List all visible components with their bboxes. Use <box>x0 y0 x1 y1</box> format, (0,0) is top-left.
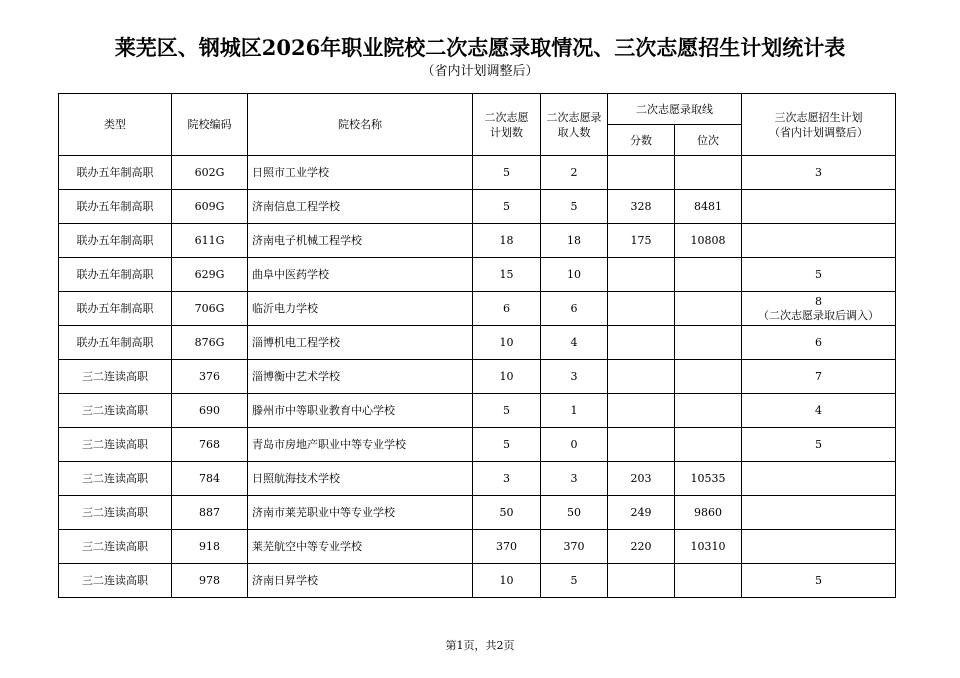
cell-type: 联办五年制高职 <box>59 224 172 258</box>
cell-plan3 <box>742 530 896 564</box>
cell-rank <box>675 292 742 326</box>
cell-admitted2: 5 <box>541 564 608 598</box>
cell-name: 滕州市中等职业教育中心学校 <box>248 394 473 428</box>
cell-plan2: 6 <box>473 292 541 326</box>
cell-score: 249 <box>608 496 675 530</box>
cell-plan3: 5 <box>742 428 896 462</box>
cell-name: 曲阜中医药学校 <box>248 258 473 292</box>
cell-type: 三二连读高职 <box>59 360 172 394</box>
cell-code: 887 <box>172 496 248 530</box>
cell-rank: 10310 <box>675 530 742 564</box>
cell-rank <box>675 326 742 360</box>
cell-code: 609G <box>172 190 248 224</box>
cell-plan2: 50 <box>473 496 541 530</box>
admission-table <box>58 93 896 598</box>
table-row <box>59 394 896 428</box>
cell-score <box>608 156 675 190</box>
header-line2: 二次志愿录取线 <box>608 94 742 125</box>
table-row <box>59 224 896 258</box>
cell-plan3-value: 8 <box>815 294 822 308</box>
table-body <box>59 156 896 598</box>
cell-plan3 <box>742 224 896 258</box>
cell-code: 918 <box>172 530 248 564</box>
cell-plan3: 4 <box>742 394 896 428</box>
cell-admitted2: 6 <box>541 292 608 326</box>
cell-type: 联办五年制高职 <box>59 190 172 224</box>
cell-plan2: 15 <box>473 258 541 292</box>
cell-plan2: 370 <box>473 530 541 564</box>
cell-code: 376 <box>172 360 248 394</box>
cell-plan2: 5 <box>473 190 541 224</box>
header-admitted2: 二次志愿录取人数 <box>541 94 608 156</box>
cell-rank <box>675 428 742 462</box>
cell-rank <box>675 156 742 190</box>
cell-score <box>608 428 675 462</box>
cell-score <box>608 258 675 292</box>
cell-type: 三二连读高职 <box>59 564 172 598</box>
cell-plan3: 7 <box>742 360 896 394</box>
cell-code: 768 <box>172 428 248 462</box>
cell-rank <box>675 564 742 598</box>
cell-plan2: 3 <box>473 462 541 496</box>
cell-plan2: 18 <box>473 224 541 258</box>
page-footer: 第1页，共2页 <box>445 639 515 652</box>
cell-plan3 <box>742 496 896 530</box>
cell-name: 日照市工业学校 <box>248 156 473 190</box>
cell-plan3: 3 <box>742 156 896 190</box>
cell-name: 济南市莱芜职业中等专业学校 <box>248 496 473 530</box>
cell-plan2: 10 <box>473 326 541 360</box>
cell-type: 联办五年制高职 <box>59 326 172 360</box>
cell-plan3: 5 <box>742 564 896 598</box>
cell-name: 莱芜航空中等专业学校 <box>248 530 473 564</box>
cell-type: 三二连读高职 <box>59 462 172 496</box>
page-title: 莱芜区、钢城区2026年职业院校二次志愿录取情况、三次志愿招生计划统计表 <box>114 35 846 60</box>
table-row <box>59 428 896 462</box>
cell-score <box>608 360 675 394</box>
table-row <box>59 156 896 190</box>
cell-type: 联办五年制高职 <box>59 156 172 190</box>
cell-name: 济南电子机械工程学校 <box>248 224 473 258</box>
cell-name: 济南日昇学校 <box>248 564 473 598</box>
cell-code: 611G <box>172 224 248 258</box>
table-row <box>59 326 896 360</box>
cell-admitted2: 1 <box>541 394 608 428</box>
cell-rank: 8481 <box>675 190 742 224</box>
cell-code: 602G <box>172 156 248 190</box>
header-type: 类型 <box>59 94 172 156</box>
header-plan3-line2: （省内计划调整后） <box>769 125 868 139</box>
cell-name: 济南信息工程学校 <box>248 190 473 224</box>
cell-plan2: 10 <box>473 360 541 394</box>
cell-plan3-note: （二次志愿录取后调入） <box>758 308 879 322</box>
header-plan3-line1: 三次志愿招生计划 <box>774 110 863 124</box>
cell-code: 784 <box>172 462 248 496</box>
cell-admitted2: 18 <box>541 224 608 258</box>
cell-code: 706G <box>172 292 248 326</box>
cell-rank: 9860 <box>675 496 742 530</box>
cell-score <box>608 564 675 598</box>
cell-admitted2: 3 <box>541 462 608 496</box>
cell-rank <box>675 258 742 292</box>
cell-plan3: 5 <box>742 258 896 292</box>
cell-score <box>608 394 675 428</box>
cell-score: 328 <box>608 190 675 224</box>
cell-plan2: 10 <box>473 564 541 598</box>
table-row <box>59 564 896 598</box>
table-row <box>59 190 896 224</box>
cell-type: 三二连读高职 <box>59 428 172 462</box>
cell-code: 629G <box>172 258 248 292</box>
header-score: 分数 <box>608 125 675 156</box>
cell-score: 175 <box>608 224 675 258</box>
cell-code: 978 <box>172 564 248 598</box>
table-row <box>59 292 896 326</box>
table-row <box>59 496 896 530</box>
cell-admitted2: 4 <box>541 326 608 360</box>
cell-score: 203 <box>608 462 675 496</box>
cell-rank: 10535 <box>675 462 742 496</box>
cell-admitted2: 0 <box>541 428 608 462</box>
cell-admitted2: 370 <box>541 530 608 564</box>
table-row <box>59 258 896 292</box>
cell-admitted2: 2 <box>541 156 608 190</box>
header-code: 院校编码 <box>172 94 248 156</box>
cell-admitted2: 3 <box>541 360 608 394</box>
cell-type: 联办五年制高职 <box>59 292 172 326</box>
cell-type: 三二连读高职 <box>59 496 172 530</box>
cell-admitted2: 10 <box>541 258 608 292</box>
cell-name: 青岛市房地产职业中等专业学校 <box>248 428 473 462</box>
cell-admitted2: 5 <box>541 190 608 224</box>
page-subtitle: （省内计划调整后） <box>421 64 539 79</box>
cell-type: 三二连读高职 <box>59 530 172 564</box>
cell-name: 淄博机电工程学校 <box>248 326 473 360</box>
cell-score <box>608 326 675 360</box>
cell-plan2: 5 <box>473 394 541 428</box>
table-row <box>59 462 896 496</box>
cell-name: 日照航海技术学校 <box>248 462 473 496</box>
cell-plan2: 5 <box>473 156 541 190</box>
cell-score <box>608 292 675 326</box>
header-plan3 <box>742 94 896 156</box>
cell-plan2: 5 <box>473 428 541 462</box>
table-row <box>59 360 896 394</box>
cell-type: 三二连读高职 <box>59 394 172 428</box>
cell-rank: 10808 <box>675 224 742 258</box>
cell-admitted2: 50 <box>541 496 608 530</box>
cell-plan3 <box>742 462 896 496</box>
cell-rank <box>675 360 742 394</box>
cell-rank <box>675 394 742 428</box>
header-plan2: 二次志愿计划数 <box>473 94 541 156</box>
cell-code: 876G <box>172 326 248 360</box>
cell-score: 220 <box>608 530 675 564</box>
table-row <box>59 530 896 564</box>
cell-code: 690 <box>172 394 248 428</box>
cell-type: 联办五年制高职 <box>59 258 172 292</box>
cell-plan3 <box>742 190 896 224</box>
header-name: 院校名称 <box>248 94 473 156</box>
header-rank: 位次 <box>675 125 742 156</box>
cell-name: 淄博衡中艺术学校 <box>248 360 473 394</box>
cell-name: 临沂电力学校 <box>248 292 473 326</box>
cell-plan3: 6 <box>742 326 896 360</box>
cell-plan3 <box>742 292 896 326</box>
